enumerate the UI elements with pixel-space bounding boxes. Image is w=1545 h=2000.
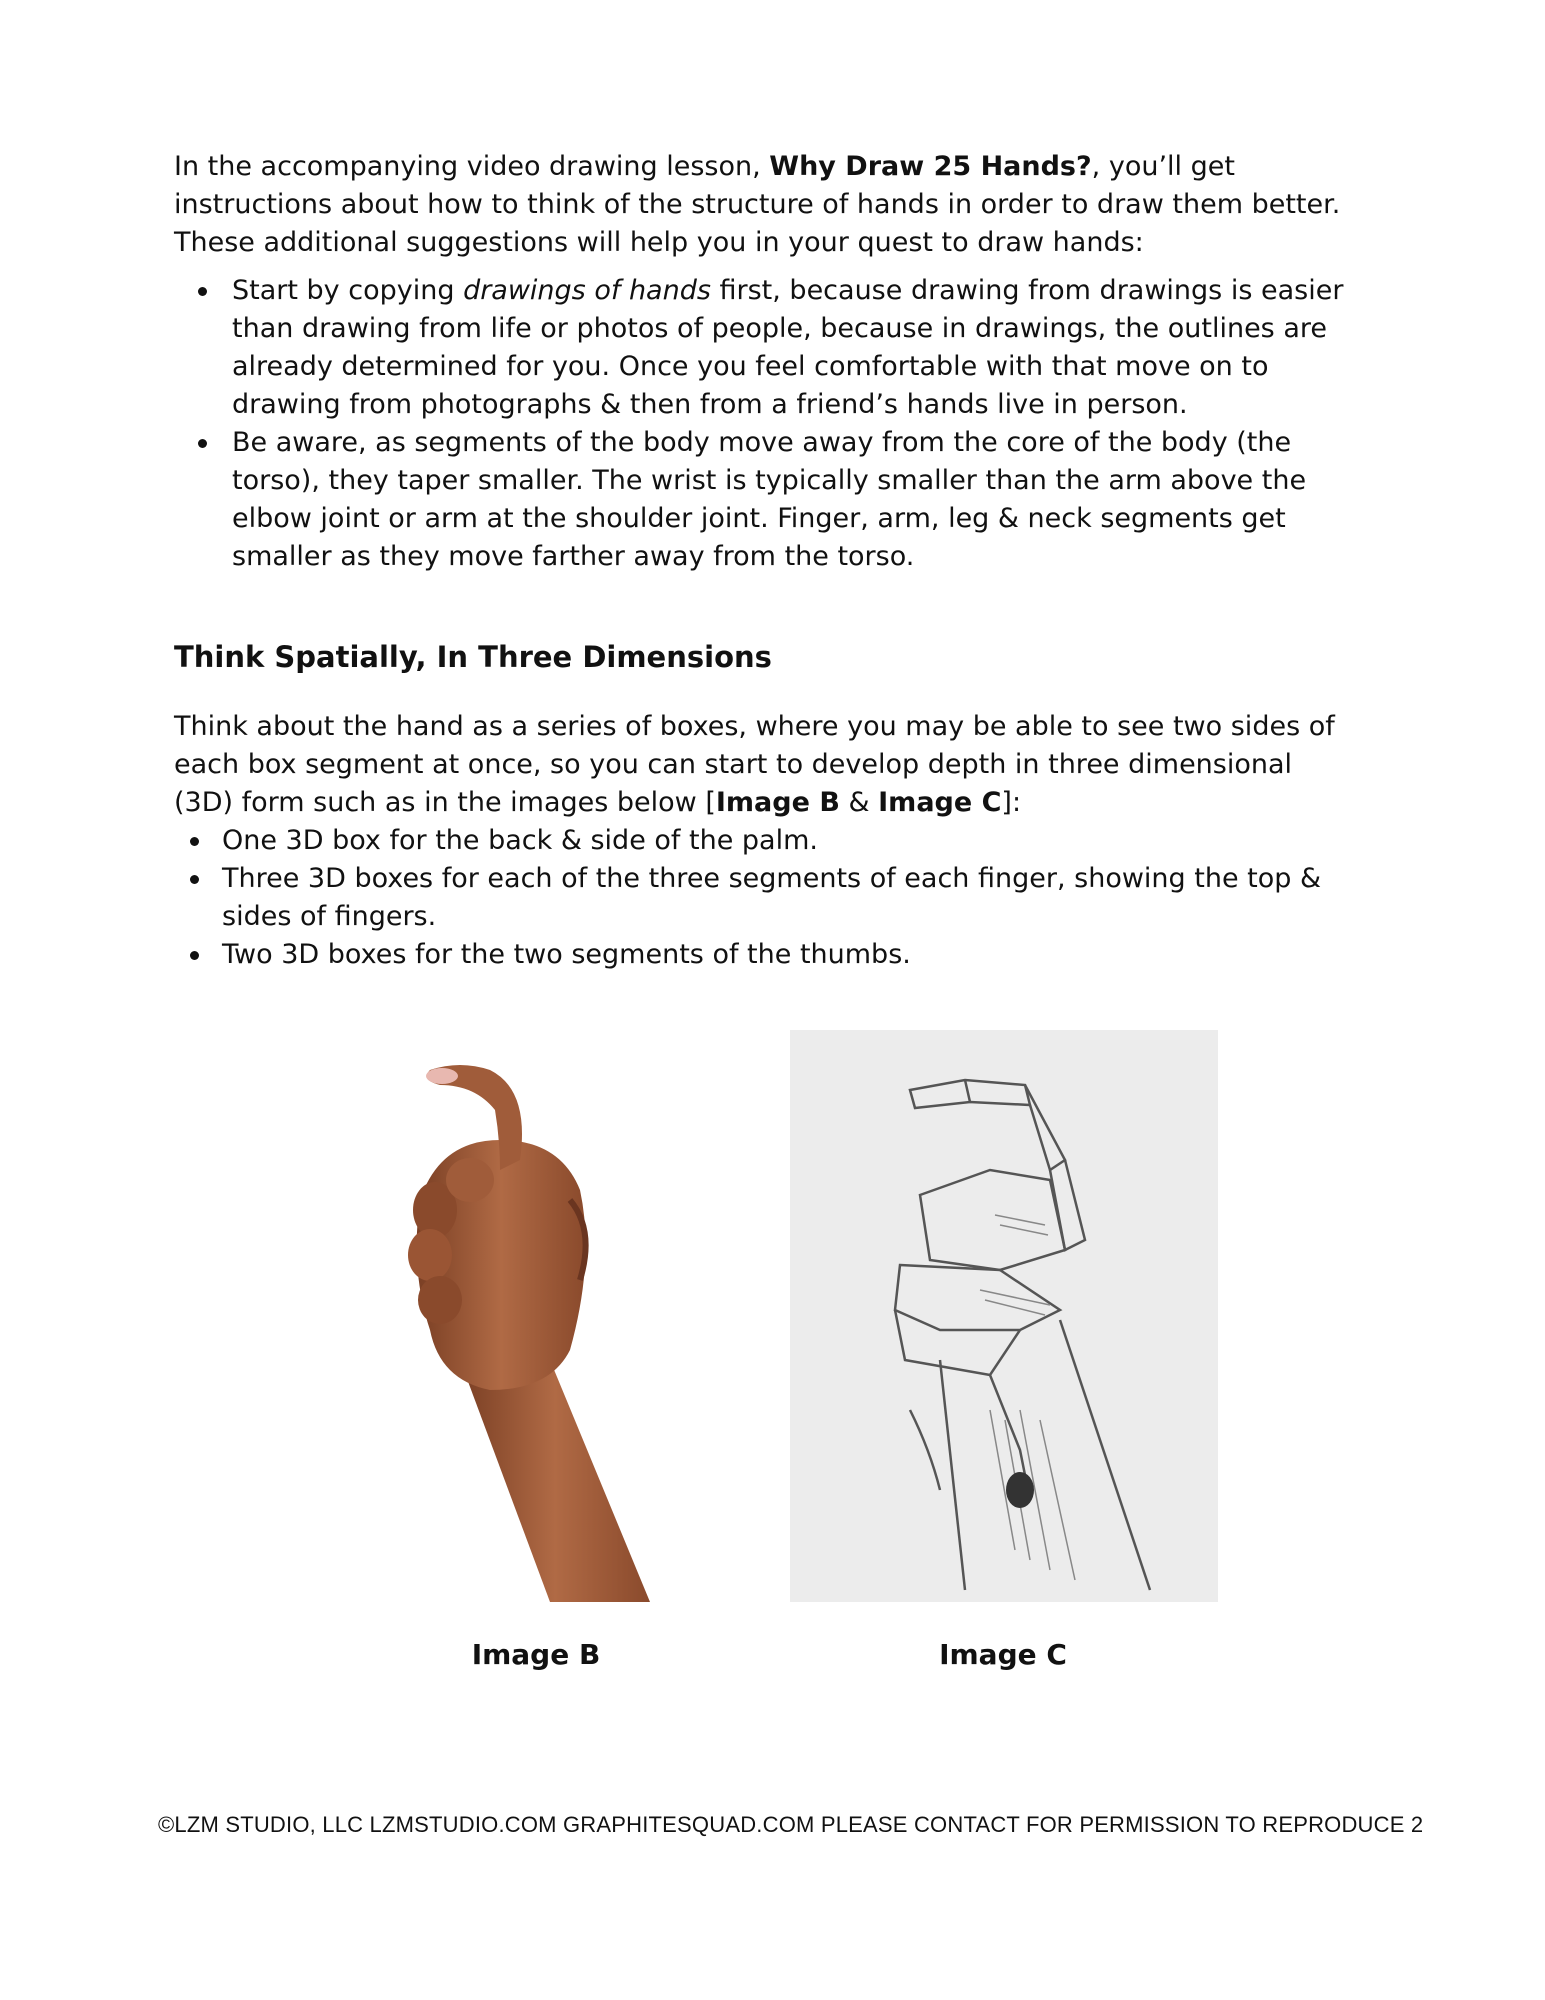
ampersand: & [839, 787, 879, 818]
image-b-caption: Image B [471, 1638, 601, 1671]
boxes-list [174, 822, 1354, 974]
section-text: Think about the hand as a series of boxes, where you may be able to see two sides of each box segment at once, so you can start to develop depth in three dimensional (3D) form such as in the images below [ [174, 711, 1335, 818]
list-item: One 3D box for the back & side of the palm. [174, 822, 1354, 860]
figures [0, 1030, 1545, 1670]
hand-photo-illustration [380, 1030, 680, 1602]
lesson-title: Why Draw 25 Hands? [769, 151, 1092, 182]
section-text-end: ]: [1001, 787, 1022, 818]
footer-copyright: ©LZM STUDIO, LLC LZMSTUDIO.COM GRAPHITESQUAD.COM PLEASE CONTACT FOR PERMISSION TO REPRODUCE 2 [158, 1812, 1424, 1837]
image-b-hand-photo [380, 1030, 680, 1602]
tip-emphasis: drawings of hands [463, 275, 711, 306]
tips-list [174, 272, 1354, 576]
image-c-pencil-sketch [790, 1030, 1218, 1602]
intro-text-end: , you’ll get instructions about how to think of the structure of hands in order to draw them better. These additional suggestions will help you in your quest to draw hands: [174, 151, 1341, 258]
list-item: Be aware, as segments of the body move away from the core of the body (the torso), they taper smaller. The wrist is typically smaller than the arm above the elbow joint or arm at the shoulder joint. Finger, arm, leg & neck segments get smaller as they move farther away from the torso. [174, 424, 1354, 576]
list-item: Two 3D boxes for the two segments of the thumbs. [174, 936, 1354, 974]
page-content [174, 148, 1354, 974]
intro-paragraph [174, 148, 1354, 262]
image-c-reference: Image C [878, 787, 1002, 818]
pencil-sketch-illustration [790, 1030, 1218, 1602]
tip-text: Start by copying [232, 275, 464, 306]
list-item [174, 272, 1354, 424]
intro-text: In the accompanying video drawing lesson, [174, 151, 770, 182]
list-item: Three 3D boxes for each of the three segments of each finger, showing the top & sides of fingers. [174, 860, 1354, 936]
image-c-caption: Image C [939, 1638, 1067, 1671]
tip-text-end: first, because drawing from drawings is easier than drawing from life or photos of people, because in drawings, the outlines are already determined for you. Once you feel comfortable with that move on to drawing from photographs & then from a friend’s hands live in person. [232, 275, 1344, 420]
section-heading: Think Spatially, In Three Dimensions [174, 640, 772, 674]
section-paragraph [174, 708, 1354, 822]
image-b-reference: Image B [715, 787, 840, 818]
